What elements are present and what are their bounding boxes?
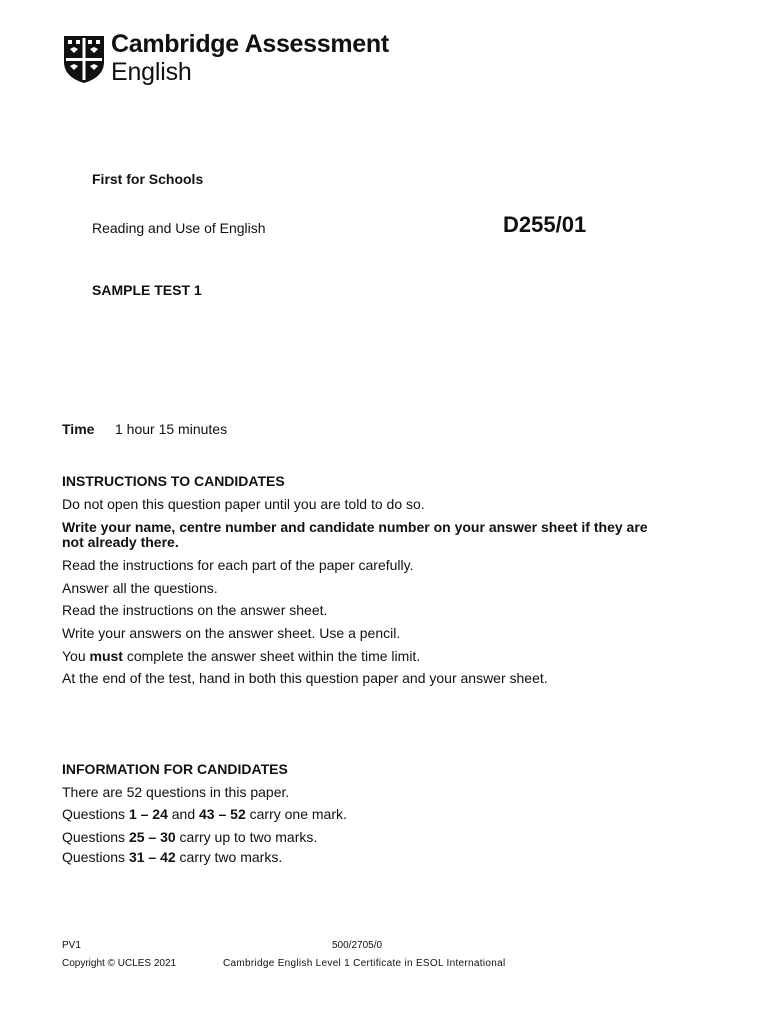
brand-subtitle: English	[111, 58, 192, 86]
information-heading: INFORMATION FOR CANDIDATES	[62, 761, 288, 777]
paper-code: D255/01	[503, 212, 587, 237]
test-label: SAMPLE TEST 1	[92, 282, 202, 298]
time-value: 1 hour 15 minutes	[115, 421, 228, 437]
instruction-line: Write your answers on the answer sheet. Use a pencil.	[62, 625, 401, 641]
paper-title: Reading and Use of English	[92, 220, 266, 236]
instruction-line: You must complete the answer sheet within the time limit.	[62, 648, 421, 664]
footer-copyright: Copyright © UCLES 2021	[62, 958, 177, 969]
instruction-line: Answer all the questions.	[62, 580, 218, 596]
information-line: Questions 1 – 24 and 43 – 52 carry one mark.	[62, 806, 347, 822]
information-line: Questions 25 – 30 carry up to two marks.	[62, 829, 318, 845]
footer-ref: 500/2705/0	[332, 940, 383, 951]
footer-certificate: Cambridge English Level 1 Certificate in ESOL International	[223, 958, 506, 969]
instruction-line: Read the instructions for each part of the paper carefully.	[62, 557, 414, 573]
instructions-heading: INSTRUCTIONS TO CANDIDATES	[62, 473, 285, 489]
instruction-line: Write your name, centre number and candidate number on your answer sheet if they are	[62, 519, 648, 535]
brand-name: Cambridge Assessment	[111, 30, 389, 58]
instruction-line: At the end of the test, hand in both this question paper and your answer sheet.	[62, 670, 548, 686]
instruction-line: Read the instructions on the answer sheet.	[62, 602, 328, 618]
time-label: Time	[62, 421, 95, 437]
qualification-title: First for Schools	[92, 171, 204, 187]
cambridge-shield-icon	[62, 34, 106, 84]
information-line: There are 52 questions in this paper.	[62, 784, 290, 800]
instruction-line: not already there.	[62, 534, 179, 550]
footer-pv: PV1	[62, 940, 81, 951]
instruction-line: Do not open this question paper until you are told to do so.	[62, 496, 425, 512]
information-line: Questions 31 – 42 carry two marks.	[62, 849, 283, 865]
